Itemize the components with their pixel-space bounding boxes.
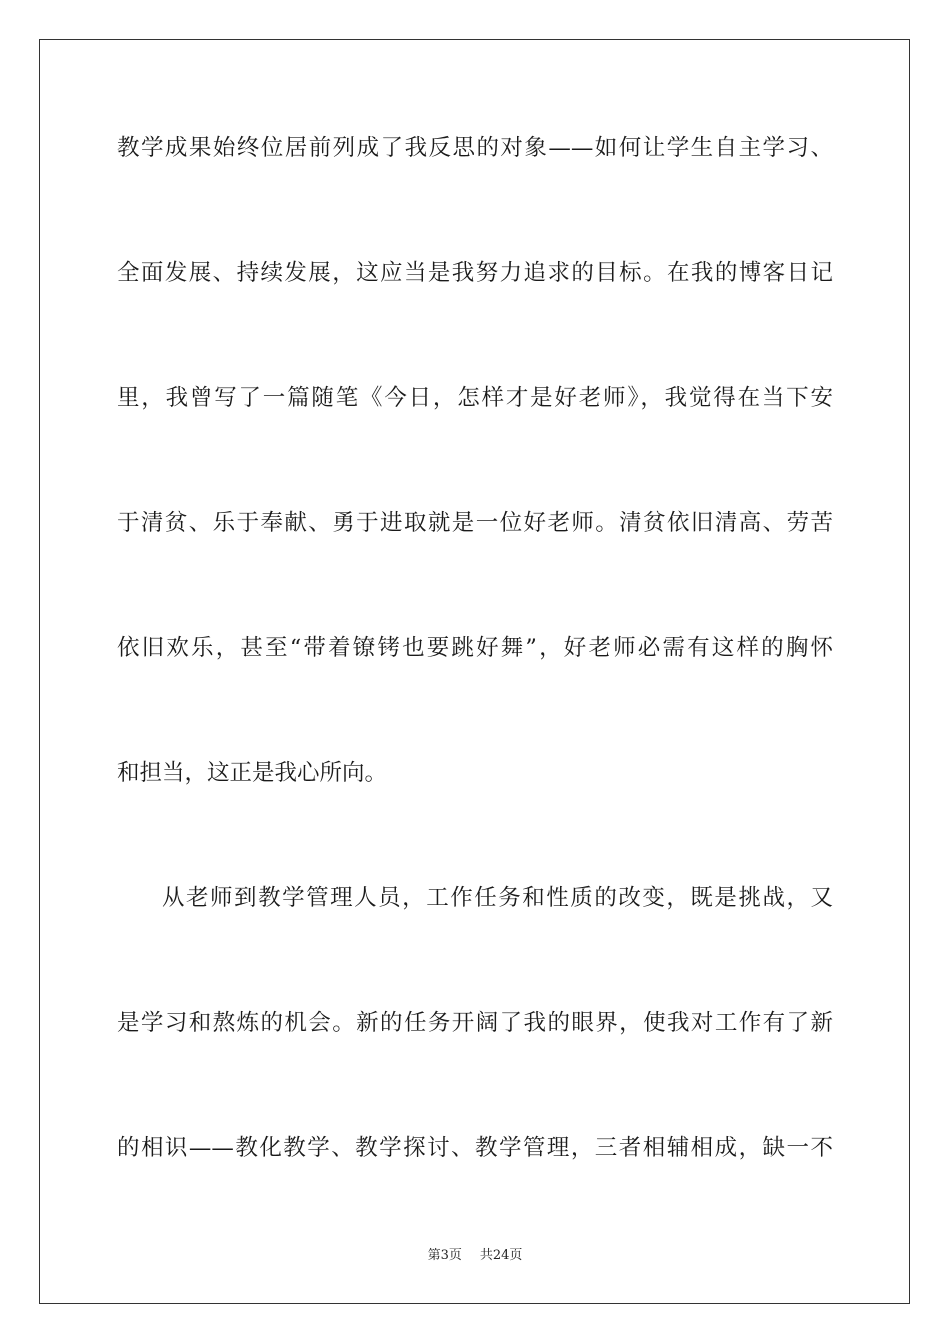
text-line: 里，我曾写了一篇随笔《今日，怎样才是好老师》，我觉得在当下安: [117, 385, 833, 411]
text-line: 和担当，这正是我心所向。: [117, 760, 388, 786]
paragraph-first-line: 从老师到教学管理人员，工作任务和性质的改变，既是挑战，又: [162, 885, 833, 911]
text-line: 的相识——教化教学、教学探讨、教学管理，三者相辅相成，缺一不: [117, 1135, 833, 1161]
page-total: 共24页: [479, 1248, 523, 1263]
page-frame: [39, 39, 910, 1304]
text-line: 教学成果始终位居前列成了我反思的对象——如何让学生自主学习、: [117, 135, 833, 161]
page-number: 第3页: [427, 1248, 462, 1263]
text-line: 于清贫、乐于奉献、勇于进取就是一位好老师。清贫依旧清高、劳苦: [117, 510, 833, 536]
text-line: 依旧欢乐，甚至“带着镣铐也要跳好舞”，好老师必需有这样的胸怀: [117, 635, 833, 661]
text-line: 是学习和熬炼的机会。新的任务开阔了我的眼界，使我对工作有了新: [117, 1010, 833, 1036]
page-footer: [0, 1247, 950, 1265]
text-line: 全面发展、持续发展，这应当是我努力追求的目标。在我的博客日记: [117, 260, 833, 286]
